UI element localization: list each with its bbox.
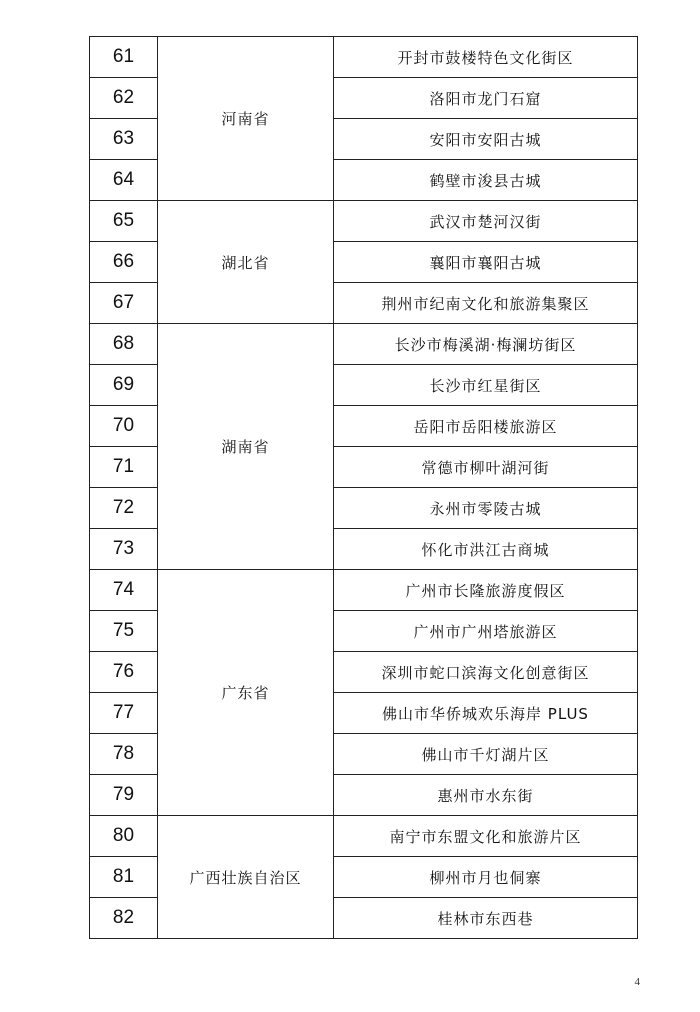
site-name-cell: 鹤壁市浚县古城 [334, 160, 638, 201]
row-number: 67 [90, 283, 158, 324]
row-number: 71 [90, 447, 158, 488]
site-name-cell: 开封市鼓楼特色文化街区 [334, 37, 638, 78]
site-name-cell: 岳阳市岳阳楼旅游区 [334, 406, 638, 447]
listing-table-body [90, 37, 638, 939]
row-number: 82 [90, 898, 158, 939]
row-number: 70 [90, 406, 158, 447]
site-name-cell: 怀化市洪江古商城 [334, 529, 638, 570]
row-number: 63 [90, 119, 158, 160]
row-number: 76 [90, 652, 158, 693]
row-number: 79 [90, 775, 158, 816]
row-number: 80 [90, 816, 158, 857]
row-number: 64 [90, 160, 158, 201]
province-cell: 广西壮族自治区 [158, 816, 334, 939]
site-name-cell: 洛阳市龙门石窟 [334, 78, 638, 119]
site-name-cell: 安阳市安阳古城 [334, 119, 638, 160]
table-row [90, 816, 638, 857]
table-row [90, 37, 638, 78]
row-number: 69 [90, 365, 158, 406]
listing-table [89, 36, 638, 939]
site-name-cell: 襄阳市襄阳古城 [334, 242, 638, 283]
province-cell: 河南省 [158, 37, 334, 201]
site-name-cell: 长沙市红星街区 [334, 365, 638, 406]
site-name-cell: 永州市零陵古城 [334, 488, 638, 529]
site-name-cell: 柳州市月也侗寨 [334, 857, 638, 898]
site-name-cell: 惠州市水东街 [334, 775, 638, 816]
row-number: 72 [90, 488, 158, 529]
row-number: 73 [90, 529, 158, 570]
site-name-cell: 广州市长隆旅游度假区 [334, 570, 638, 611]
row-number: 77 [90, 693, 158, 734]
province-cell: 湖南省 [158, 324, 334, 570]
table-row [90, 324, 638, 365]
site-name-cell: 桂林市东西巷 [334, 898, 638, 939]
site-name-cell: 佛山市千灯湖片区 [334, 734, 638, 775]
row-number: 65 [90, 201, 158, 242]
province-cell: 广东省 [158, 570, 334, 816]
site-name-cell: 佛山市华侨城欢乐海岸 PLUS [334, 693, 638, 734]
row-number: 74 [90, 570, 158, 611]
page-number: 4 [634, 976, 640, 988]
row-number: 61 [90, 37, 158, 78]
site-name-cell: 南宁市东盟文化和旅游片区 [334, 816, 638, 857]
row-number: 62 [90, 78, 158, 119]
site-name-cell: 武汉市楚河汉街 [334, 201, 638, 242]
site-name-cell: 广州市广州塔旅游区 [334, 611, 638, 652]
province-cell: 湖北省 [158, 201, 334, 324]
site-name-cell: 深圳市蛇口滨海文化创意街区 [334, 652, 638, 693]
table-row [90, 570, 638, 611]
row-number: 66 [90, 242, 158, 283]
row-number: 81 [90, 857, 158, 898]
row-number: 68 [90, 324, 158, 365]
site-name-cell: 长沙市梅溪湖·梅澜坊街区 [334, 324, 638, 365]
site-name-cell: 荆州市纪南文化和旅游集聚区 [334, 283, 638, 324]
table-row [90, 201, 638, 242]
row-number: 78 [90, 734, 158, 775]
row-number: 75 [90, 611, 158, 652]
site-name-cell: 常德市柳叶湖河街 [334, 447, 638, 488]
